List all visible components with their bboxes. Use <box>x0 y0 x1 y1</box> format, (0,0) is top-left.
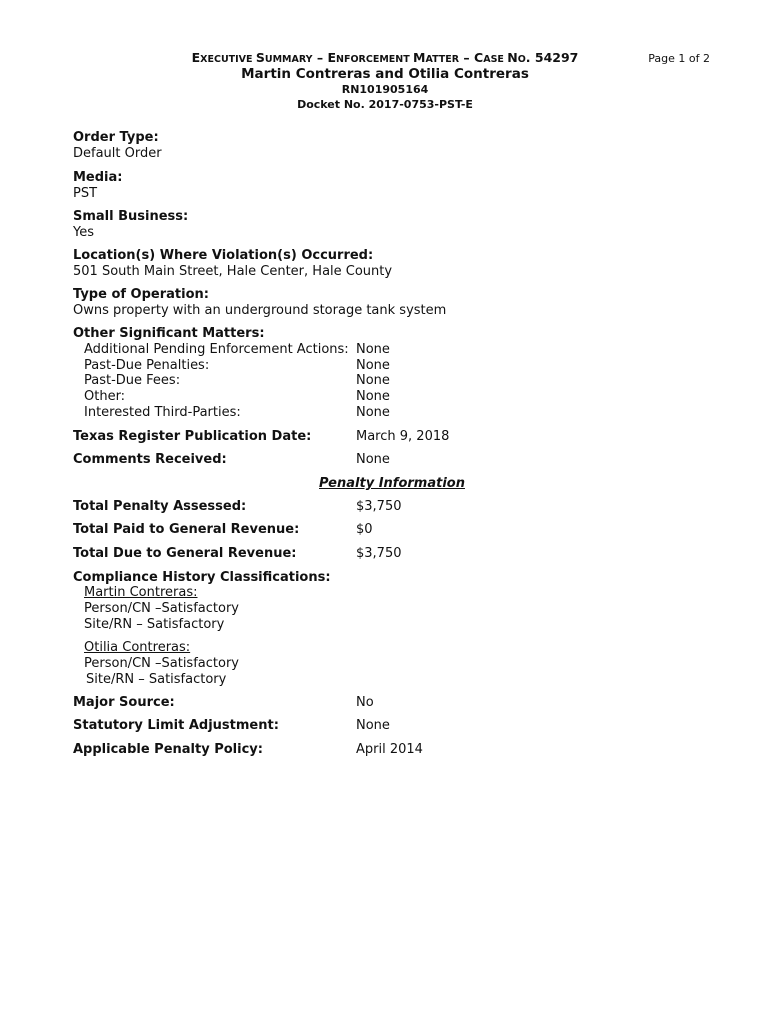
compliance-entity-name: Martin Contreras: <box>84 585 198 600</box>
texas-register-value: March 9, 2018 <box>356 429 450 444</box>
statutory-value: None <box>356 718 390 733</box>
title-part: M <box>413 50 426 65</box>
title-part: E <box>327 50 337 65</box>
other-matter-label: Other: <box>84 389 126 404</box>
title-part: ATTER <box>425 54 460 65</box>
total-penalty-value: $3,750 <box>356 499 402 514</box>
operation-value: Owns property with an underground storage tank system <box>73 303 447 318</box>
other-matter-value: None <box>356 342 390 357</box>
penalty-policy-label: Applicable Penalty Policy: <box>73 742 263 757</box>
rn-number: RN101905164 <box>341 83 429 96</box>
title-part: C <box>474 50 484 65</box>
compliance-person: Person/CN –Satisfactory <box>84 601 239 616</box>
comments-label: Comments Received: <box>73 452 227 467</box>
small-business-label: Small Business: <box>73 209 189 224</box>
order-type-value: Default Order <box>73 146 162 161</box>
respondents-name: Martin Contreras and Otilia Contreras <box>241 66 529 82</box>
compliance-label: Compliance History Classifications: <box>73 570 331 585</box>
statutory-label: Statutory Limit Adjustment: <box>73 718 279 733</box>
title-part: – <box>459 50 475 65</box>
major-source-label: Major Source: <box>73 695 175 710</box>
operation-label: Type of Operation: <box>73 287 209 302</box>
small-business-value: Yes <box>73 225 94 240</box>
texas-register-label: Texas Register Publication Date: <box>73 429 312 444</box>
other-matter-label: Past-Due Penalties: <box>84 358 210 373</box>
comments-value: None <box>356 452 390 467</box>
title-part: UMMARY <box>264 54 313 65</box>
compliance-entity-name: Otilia Contreras: <box>84 640 191 655</box>
title-part: XECUTIVE <box>200 54 256 65</box>
other-matter-label: Additional Pending Enforcement Actions: <box>84 342 349 357</box>
compliance-site: Site/RN – Satisfactory <box>86 672 227 687</box>
page-number: Page 1 of 2 <box>648 52 710 65</box>
media-value: PST <box>73 186 98 201</box>
title-part: N <box>507 50 518 65</box>
title-part: E <box>191 50 201 65</box>
title-part: . 54297 <box>525 50 579 65</box>
penalty-policy-value: April 2014 <box>356 742 423 757</box>
other-matter-label: Interested Third-Parties: <box>84 405 241 420</box>
other-matter-value: None <box>356 405 390 420</box>
penalty-information-heading: Penalty Information <box>319 476 465 491</box>
title-part: S <box>255 50 265 65</box>
total-paid-value: $0 <box>356 522 373 537</box>
location-label: Location(s) Where Violation(s) Occurred: <box>73 248 374 263</box>
title-part: ASE <box>483 54 508 65</box>
total-penalty-label: Total Penalty Assessed: <box>73 499 247 514</box>
title-part: – <box>312 50 328 65</box>
total-paid-label: Total Paid to General Revenue: <box>73 522 300 537</box>
media-label: Media: <box>73 170 123 185</box>
compliance-site: Site/RN – Satisfactory <box>84 617 225 632</box>
other-matters-label: Other Significant Matters: <box>73 326 265 341</box>
title-part: NFORCEMENT <box>336 54 414 65</box>
other-matter-value: None <box>356 358 390 373</box>
other-matter-value: None <box>356 389 390 404</box>
compliance-person: Person/CN –Satisfactory <box>84 656 239 671</box>
major-source-value: No <box>356 695 374 710</box>
location-value: 501 South Main Street, Hale Center, Hale County <box>73 264 393 279</box>
order-type-label: Order Type: <box>73 130 159 145</box>
other-matter-label: Past-Due Fees: <box>84 373 181 388</box>
total-due-value: $3,750 <box>356 546 402 561</box>
docket-number: Docket No. 2017-0753-PST-E <box>297 98 473 111</box>
other-matter-value: None <box>356 373 390 388</box>
total-due-label: Total Due to General Revenue: <box>73 546 297 561</box>
title-part: O <box>517 54 526 65</box>
